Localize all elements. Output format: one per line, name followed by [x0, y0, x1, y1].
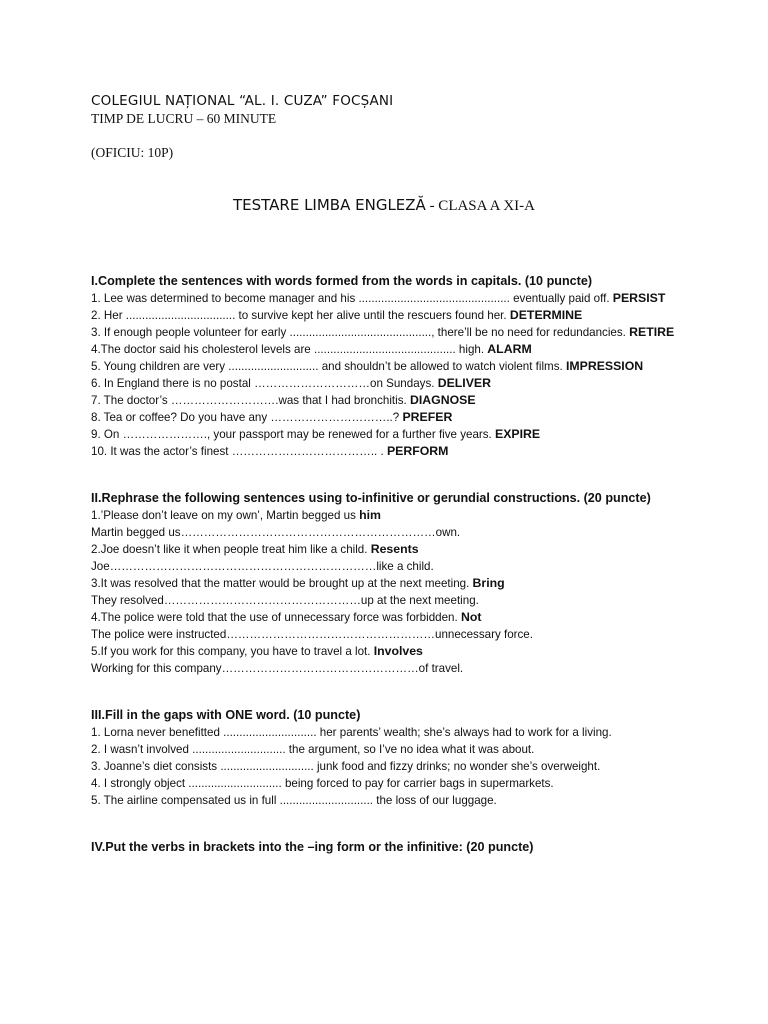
keyword: Bring [472, 576, 505, 590]
exercise-item: 2. I wasn’t involved ............................. the argument, so I’ve no idea what it was about. [91, 743, 535, 756]
exercise-item: 1.’Please don’t leave on my own’, Martin begged us him [91, 508, 381, 522]
answer-line: The police were instructed………………………………………………unnecessary force. [91, 628, 533, 641]
keyword: Resents [370, 542, 419, 556]
exercise-item: 4.The doctor said his cholesterol levels are ............................................ high. ALARM [91, 342, 532, 356]
exercise-item: 1. Lorna never benefitted ............................. her parents’ wealth; she’s always had to work for a living. [91, 726, 612, 739]
keyword: Involves [373, 644, 423, 658]
keyword: RETIRE [629, 325, 675, 339]
exercise-item: 5. The airline compensated us in full ............................. the loss of our luggage. [91, 794, 497, 807]
exercise-item: 1. Lee was determined to become manager and his ............................................... eventually paid off. PERSIST [91, 291, 666, 305]
section-4-heading: IV.Put the verbs in brackets into the –ing form or the infinitive: (20 puncte) [91, 840, 534, 854]
section-1-heading: I.Complete the sentences with words formed from the words in capitals. (10 puncte) [91, 274, 593, 288]
exercise-item: 8. Tea or coffee? Do you have any …………………………..? PREFER [91, 410, 453, 424]
keyword: him [359, 508, 381, 522]
exercise-item: 7. The doctor’s ……………………….was that I had bronchitis. DIAGNOSE [91, 393, 476, 407]
section-2-heading: II.Rephrase the following sentences using to-infinitive or gerundial constructions. (20 puncte) [91, 491, 651, 505]
exercise-item: 4. I strongly object ............................. being forced to pay for carrier bags in supermarkets. [91, 777, 554, 790]
keyword: PERFORM [386, 444, 449, 458]
keyword: DETERMINE [509, 308, 583, 322]
keyword: PERSIST [612, 291, 666, 305]
keyword: PREFER [402, 410, 453, 424]
answer-line: They resolved……………………………………………up at the next meeting. [91, 594, 479, 607]
time-limit: TIMP DE LUCRU – 60 MINUTE [91, 111, 277, 126]
exercise-item: 5. Young children are very ............................ and shouldn’t be allowed to watch violent films. IMPRESSION [91, 359, 644, 373]
exercise-item: 3. Joanne’s diet consists ............................. junk food and fizzy drinks; no wonder she’s overweight. [91, 760, 601, 773]
keyword: IMPRESSION [565, 359, 644, 373]
oficiu-points: (OFICIU: 10P) [91, 145, 174, 160]
exercise-item: 2.Joe doesn’t like it when people treat him like a child. Resents [91, 542, 419, 556]
title-main: TESTARE LIMBA ENGLEZĂ [232, 196, 426, 214]
exercise-item: 2. Her .................................. to survive kept her alive until the rescuers found her. DETERMINE [91, 308, 583, 322]
keyword: DELIVER [437, 376, 491, 390]
section-3 [91, 707, 691, 809]
exercise-item: 10. It was the actor’s finest ……………………………….. . PERFORM [91, 444, 449, 458]
section-4 [91, 839, 691, 856]
keyword: EXPIRE [495, 427, 541, 441]
keyword: ALARM [487, 342, 532, 356]
exercise-item: 5.If you work for this company, you have to travel a lot. Involves [91, 644, 423, 658]
exercise-item: 6. In England there is no postal …………………………on Sundays. DELIVER [91, 376, 491, 390]
test-content [91, 273, 691, 886]
exercise-item: 9. On …………………., your passport may be renewed for a further five years. EXPIRE [91, 427, 541, 441]
answer-line: Joe……………………………………………………………like a child. [91, 560, 434, 573]
section-3-heading: III.Fill in the gaps with ONE word. (10 puncte) [91, 708, 361, 722]
keyword: Not [460, 610, 482, 624]
answer-line: Martin begged us…………………………………………………………own. [91, 526, 461, 539]
section-2 [91, 490, 691, 677]
page-title [0, 196, 768, 215]
section-1 [91, 273, 691, 460]
school-name: COLEGIUL NAȚIONAL “AL. I. CUZA” FOCȘANI [91, 93, 394, 109]
keyword: DIAGNOSE [409, 393, 476, 407]
exercise-item: 3. If enough people volunteer for early ............................................, there’ll be no need for redundancies. RETIRE [91, 325, 675, 339]
title-sub: - CLASA A XI-A [425, 198, 535, 214]
exercise-item: 3.It was resolved that the matter would be brought up at the next meeting. Bring [91, 576, 505, 590]
answer-line: Working for this company……………………………………………of travel. [91, 662, 464, 675]
exercise-item: 4.The police were told that the use of unnecessary force was forbidden. Not [91, 610, 482, 624]
